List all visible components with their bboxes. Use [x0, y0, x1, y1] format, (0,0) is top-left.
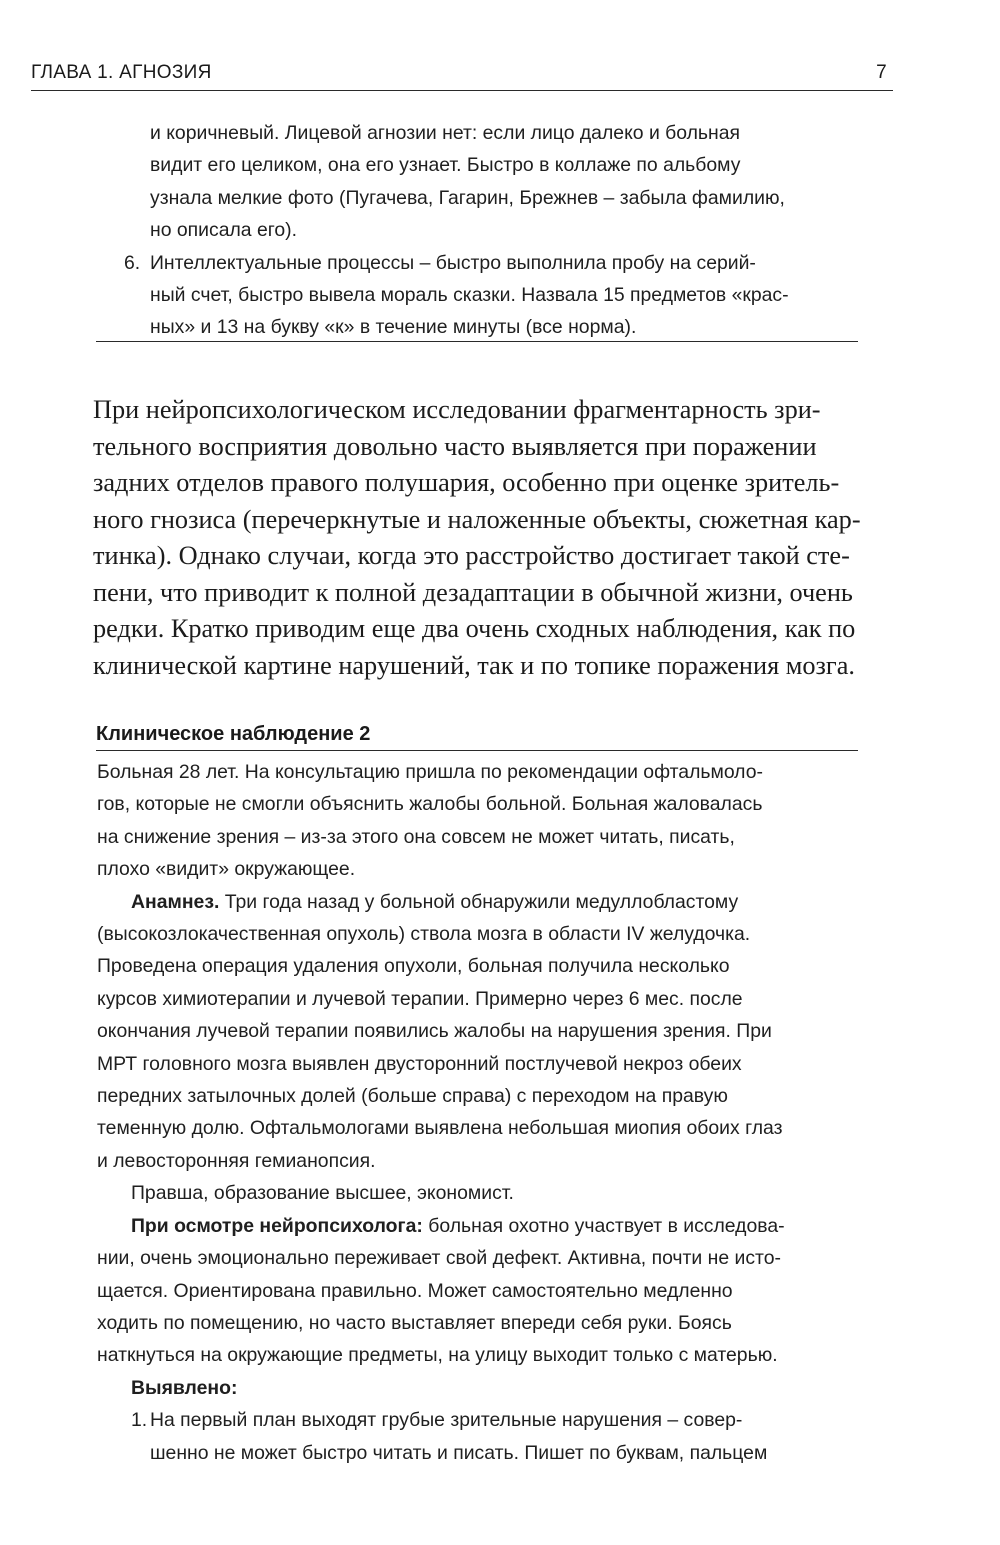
case-heading — [96, 720, 858, 751]
text-line: плохо «видит» окружающее. — [97, 858, 356, 881]
text-line: Интеллектуальные процессы – быстро выполнила пробу на серий- — [150, 251, 756, 274]
case-heading-text: Клиническое наблюдение 2 — [96, 723, 371, 745]
main-paragraph — [93, 392, 895, 684]
text-line: редки. Кратко приводим еще два очень сходных наблюдения, как по — [93, 614, 856, 643]
item-number: 6. — [124, 251, 141, 274]
text-line: и коричневый. Лицевой агнозии нет: если лицо далеко и больная — [150, 122, 741, 144]
text-line: ного гнозиса (перечеркнутые и наложенные объекты, сюжетная кар- — [93, 504, 861, 534]
exam-label: При осмотре нейропсихолога: — [131, 1214, 423, 1237]
text-line: ных» и 13 на букву «к» в течение минуты (все норма). — [150, 316, 637, 339]
text-line: теменную долю. Офтальмологами выявлена небольшая миопия обоих глаз — [97, 1117, 783, 1140]
anamnesis-label: Анамнез. — [131, 890, 220, 913]
text-line: пени, что приводит к полной дезадаптации в обычной жизни, очень — [93, 577, 853, 607]
text-line: передних затылочных долей (больше справа) с переходом на правую — [97, 1085, 728, 1108]
case-body — [97, 756, 857, 1469]
numbered-item-1 — [97, 1404, 857, 1469]
text-line: на снижение зрения – из-за этого она совсем не может читать, писать, — [97, 825, 735, 848]
text-line: клинической картине нарушений, так и по топике поражения мозга. — [93, 650, 855, 680]
text-line: щается. Ориентирована правильно. Может самостоятельно медленно — [97, 1279, 733, 1302]
background-line: Правша, образование высшее, экономист. — [131, 1182, 514, 1205]
exam-first-line — [97, 1210, 857, 1242]
text-line: ходить по помещению, но часто выставляет впереди себя руки. Боясь — [97, 1311, 732, 1334]
text-line: узнала мелкие фото (Пугачева, Гагарин, Брежнев – забыла фамилию, — [150, 186, 785, 209]
text-line: видит его целиком, она его узнает. Быстро в коллаже по альбому — [150, 154, 741, 177]
text-line: При нейропсихологическом исследовании фрагментарность зри- — [93, 395, 821, 424]
text-line: Проведена операция удаления опухоли, больная получила несколько — [97, 955, 730, 978]
text-line: и левосторонняя гемианопсия. — [97, 1149, 376, 1172]
text-line: тинка). Однако случаи, когда это расстройство достигает такой сте- — [93, 541, 850, 570]
found-label: Выявлено: — [131, 1376, 238, 1399]
text-line: ный счет, быстро вывела мораль сказки. Назвала 15 предметов «крас- — [150, 284, 789, 307]
chapter-title: ГЛАВА 1. АГНОЗИЯ — [31, 62, 212, 83]
text-fragment: больная охотно участвует в исследова- — [422, 1214, 785, 1237]
text-line: (высокозлокачественная опухоль) ствола мозга в области IV желудочка. — [97, 923, 751, 946]
text-line: МРТ головного мозга выявлен двусторонний постлучевой некроз обеих — [97, 1052, 742, 1075]
text-line: окончания лучевой терапии появились жалобы на нарушения зрения. При — [97, 1020, 772, 1043]
text-line: курсов химиотерапии и лучевой терапии. Примерно через 6 мес. после — [97, 987, 743, 1010]
item-number: 1. — [131, 1409, 148, 1432]
numbered-item-6 — [97, 247, 857, 344]
section-divider — [96, 341, 858, 342]
page-number: 7 — [876, 62, 887, 83]
text-line: тельного восприятия довольно часто выявляется при поражении — [93, 431, 817, 461]
anamnesis-first-line — [97, 886, 857, 918]
text-line: наткнуться на окружающие предметы, на улицу выходит только с матерью. — [97, 1344, 778, 1367]
text-line: гов, которые не смогли объяснить жалобы больной. Больная жаловалась — [97, 793, 763, 816]
text-line: нии, очень эмоционально переживает свой дефект. Активна, почти не исто- — [97, 1247, 781, 1270]
text-line: Больная 28 лет. На консультацию пришла по рекомендации офтальмоло- — [97, 761, 763, 783]
item5-continuation — [97, 117, 857, 247]
text-line: шенно не может быстро читать и писать. Пишет по буквам, пальцем — [150, 1441, 768, 1464]
text-line: но описала его). — [150, 219, 298, 242]
case-notes-continued — [97, 117, 857, 344]
running-header — [31, 58, 893, 91]
text-line: На первый план выходят грубые зрительные нарушения – совер- — [150, 1409, 743, 1432]
text-fragment: Три года назад у больной обнаружили медуллобластому — [219, 890, 739, 913]
text-line: задних отделов правого полушария, особенно при оценке зритель- — [93, 468, 840, 497]
